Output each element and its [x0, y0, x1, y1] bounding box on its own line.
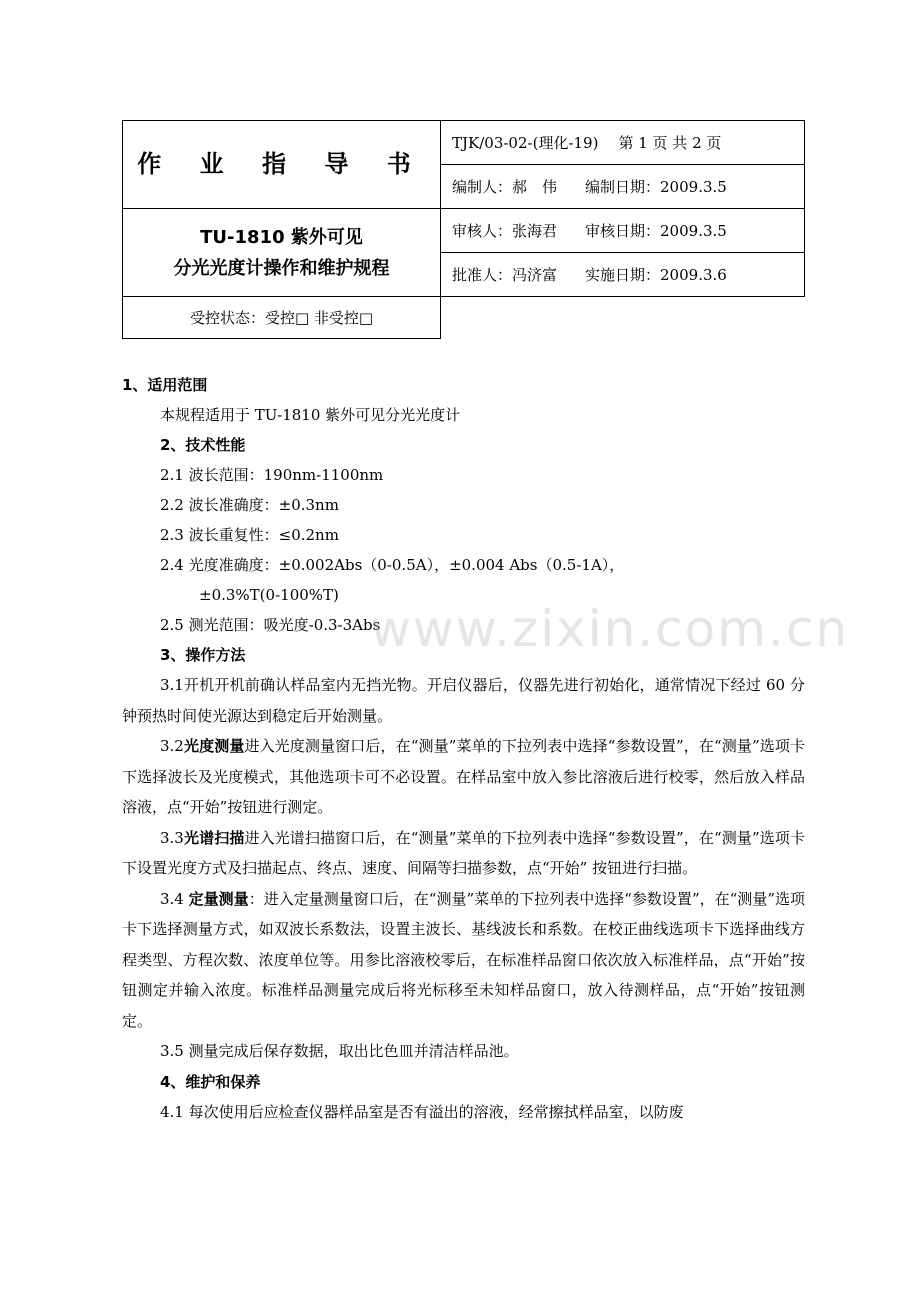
p33-text: 进入光谱扫描窗口后，在“测量”菜单的下拉列表中选择“参数设置”，在“测量”选项卡下设置光度方式及扫描起点、终点、速度、间隔等扫描参数，点“开始” 按钮进行扫描。: [122, 828, 805, 877]
p34-number: 3.4: [160, 889, 189, 908]
p32-heading: 光度测量: [183, 737, 245, 755]
paragraph-3-4: [122, 884, 805, 1037]
document-body: [122, 370, 805, 1127]
spec-item: 2.4 光度准确度：±0.002Abs（0-0.5A），±0.004 Abs（0.5-1A），: [160, 556, 625, 574]
spec-item-continued: ±0.3%T(0-100%T): [199, 586, 339, 604]
section-3-title: 3、操作方法: [160, 646, 246, 664]
paragraph-3-2: [122, 731, 805, 823]
spec-item: 2.1 波长范围：190nm-1100nm: [160, 466, 384, 484]
spec-item: 2.2 波长准确度：±0.3nm: [160, 496, 339, 514]
edit-date: 编制日期：2009.3.5: [585, 177, 727, 196]
review-date: 审核日期：2009.3.5: [585, 221, 727, 240]
paragraph-3-3: [122, 823, 805, 884]
p32-text: 进入光度测量窗口后，在“测量”菜单的下拉列表中选择“参数设置”，在“测量”选项卡下选择波长及光度模式，其他选项卡可不必设置。在样品室中放入参比溶液后进行校零，然后放入样品溶液，点“开始”按钮进行测定。: [122, 737, 805, 816]
p32-number: 3.2: [160, 737, 184, 755]
p34-text: ：进入定量测量窗口后，在“测量”菜单的下拉列表中选择“参数设置”，在“测量”选项卡下选择测量方式，如双波长系数法，设置主波长、基线波长和系数。在校正曲线选项卡下选择曲线方程类型、方程次数、浓度单位等。用参比溶液校零后，在标准样品窗口依次放入标准样品，点“开始”按钮测定并输入浓度。标准样品测量完成后将光标移至未知样品窗口，放入待测样品，点“开始”按钮测定。: [122, 889, 806, 1030]
doc-name-line1: TU-1810 紫外可见: [200, 226, 363, 248]
editor-cell: [441, 165, 805, 209]
section-1-title: 1、适用范围: [122, 376, 208, 394]
p33-heading: 光谱扫描: [183, 828, 245, 847]
doc-name-cell: [123, 209, 441, 297]
control-status-cell: [123, 297, 441, 339]
section-1-text: 本规程适用于 TU-1810 紫外可见分光光度计: [160, 406, 461, 424]
section-2-title: 2、技术性能: [160, 436, 246, 454]
doc-name-line2: 分光光度计操作和维护规程: [173, 257, 390, 279]
approver: 批准人：冯济富: [452, 265, 558, 284]
approver-cell: [441, 253, 805, 297]
reviewer: 审核人：张海君: [452, 221, 558, 240]
header-table: [122, 120, 805, 339]
doc-no-cell: [441, 121, 805, 165]
control-status: 受控状态：受控□ 非受控□: [189, 308, 374, 327]
doc-title-cell: [123, 121, 441, 209]
editor: 编制人：郝 伟: [452, 177, 558, 196]
paragraph-3-1: 3.1开机开机前确认样品室内无挡光物。开启仪器后，仪器先进行初始化，通常情况下经过 60 分钟预热时间使光源达到稳定后开始测量。: [122, 676, 805, 725]
spec-item: 2.3 波长重复性：≤0.2nm: [160, 526, 339, 544]
doc-number: TJK/03-02-(理化-19): [452, 133, 599, 152]
paragraph-3-5: 3.5 测量完成后保存数据，取出比色皿并清洁样品池。: [160, 1042, 519, 1060]
paragraph-4-1: 4.1 每次使用后应检查仪器样品室是否有溢出的溶液，经常擦拭样品室，以防废: [160, 1102, 684, 1121]
p34-heading: 定量测量: [188, 889, 249, 908]
p33-number: 3.3: [160, 828, 184, 847]
page-info: 第 1 页 共 2 页: [618, 133, 722, 152]
reviewer-cell: [441, 209, 805, 253]
implement-date: 实施日期：2009.3.6: [585, 265, 727, 284]
doc-title: 作 业 指 导 书: [137, 150, 426, 179]
section-4-title: 4、维护和保养: [160, 1072, 261, 1091]
watermark: www.zixin.com.cn: [370, 600, 850, 658]
spec-item: 2.5 测光范围：吸光度-0.3-3Abs: [160, 616, 381, 634]
